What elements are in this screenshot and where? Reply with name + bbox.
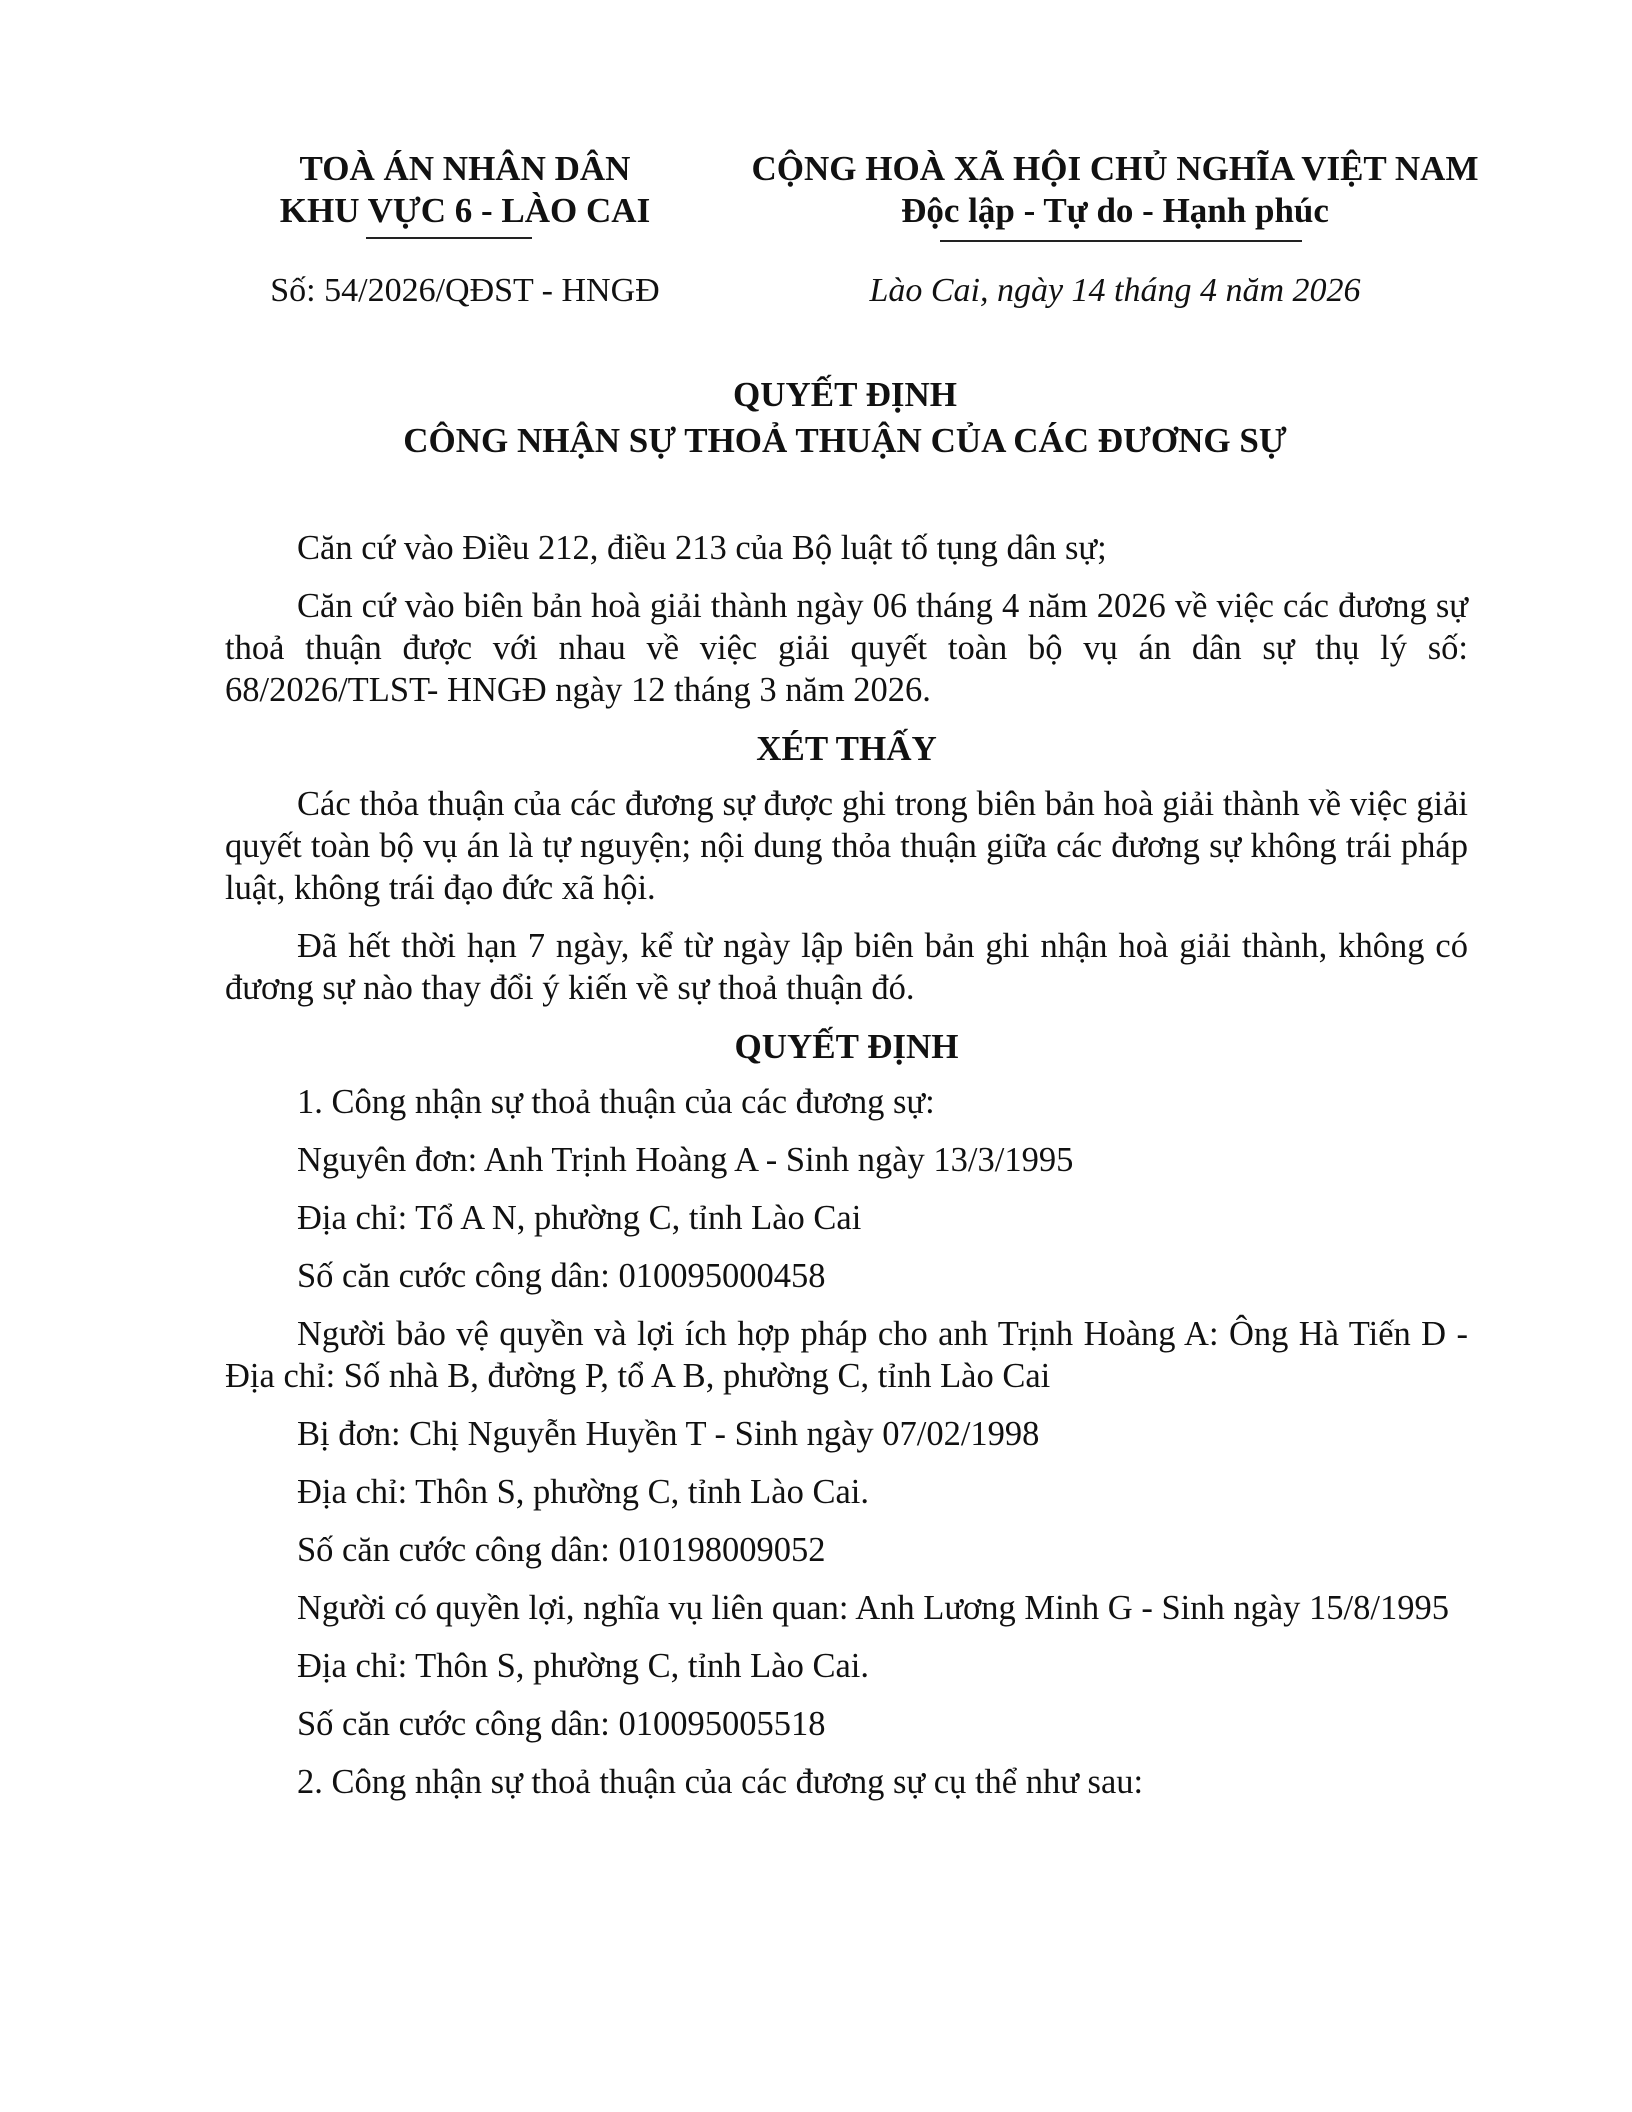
decision-item-1: 1. Công nhận sự thoả thuận của các đương sự: bbox=[297, 1083, 935, 1121]
plaintiff-address: Địa chỉ: Tổ A N, phường C, tỉnh Lào Cai bbox=[297, 1199, 862, 1237]
related-party-info: Người có quyền lợi, nghĩa vụ liên quan: Anh Lương Minh G - Sinh ngày 15/8/1995 bbox=[297, 1589, 1449, 1627]
title-line-2: CÔNG NHẬN SỰ THOẢ THUẬN CỦA CÁC ĐƯƠNG SỰ bbox=[403, 421, 1287, 460]
national-name: CỘNG HOÀ XÃ HỘI CHỦ NGHĨA VIỆT NAM bbox=[751, 149, 1479, 188]
findings-heading: XÉT THẤY bbox=[756, 729, 937, 768]
national-motto-underline bbox=[940, 240, 1302, 242]
legal-basis-2: Căn cứ vào biên bản hoà giải thành ngày 06 tháng 4 năm 2026 về việc các đương sự thoả thuận được với nhau về việc giải quyết toàn bộ vụ án dân sự thụ lý số: 68/2026/TLST- HNGĐ ngày 12 tháng 3 năm 2026. bbox=[225, 587, 1468, 709]
court-header bbox=[235, 148, 695, 232]
legal-basis-1: Căn cứ vào Điều 212, điều 213 của Bộ luật tố tụng dân sự; bbox=[297, 529, 1107, 567]
court-region: KHU VỰC 6 - LÀO CAI bbox=[279, 191, 651, 230]
decision-item-2: 2. Công nhận sự thoả thuận của các đương sự cụ thể như sau: bbox=[297, 1763, 1144, 1801]
court-header-underline bbox=[366, 237, 532, 239]
title-line-1: QUYẾT ĐỊNH bbox=[733, 375, 957, 414]
decision-heading: QUYẾT ĐỊNH bbox=[734, 1027, 959, 1066]
document-title bbox=[225, 372, 1465, 464]
defendant-address: Địa chỉ: Thôn S, phường C, tỉnh Lào Cai. bbox=[297, 1473, 869, 1511]
national-motto: Độc lập - Tự do - Hạnh phúc bbox=[901, 191, 1329, 230]
plaintiff-id-number: Số căn cước công dân: 010095000458 bbox=[297, 1257, 826, 1295]
findings-paragraph-2: Đã hết thời hạn 7 ngày, kể từ ngày lập biên bản ghi nhận hoà giải thành, không có đương sự nào thay đổi ý kiến về sự thoả thuận đó. bbox=[225, 927, 1468, 1007]
document-number: Số: 54/2026/QĐST - HNGĐ bbox=[270, 272, 660, 309]
plaintiff-info: Nguyên đơn: Anh Trịnh Hoàng A - Sinh ngày 13/3/1995 bbox=[297, 1141, 1074, 1179]
document-body bbox=[225, 527, 1468, 1819]
defendant-id-number: Số căn cước công dân: 010198009052 bbox=[297, 1531, 826, 1569]
court-name: TOÀ ÁN NHÂN DÂN bbox=[299, 149, 631, 188]
related-party-address: Địa chỉ: Thôn S, phường C, tỉnh Lào Cai. bbox=[297, 1647, 869, 1685]
place-and-date: Lào Cai, ngày 14 tháng 4 năm 2026 bbox=[869, 272, 1361, 309]
findings-paragraph-1: Các thỏa thuận của các đương sự được ghi trong biên bản hoà giải thành về việc giải quyết toàn bộ vụ án là tự nguyện; nội dung thỏa thuận giữa các đương sự không trái pháp luật, không trái đạo đức xã hội. bbox=[225, 785, 1468, 907]
national-header bbox=[735, 148, 1495, 232]
defendant-info: Bị đơn: Chị Nguyễn Huyền T - Sinh ngày 07/02/1998 bbox=[297, 1415, 1040, 1453]
related-party-id-number: Số căn cước công dân: 010095005518 bbox=[297, 1705, 826, 1743]
legal-protector-info: Người bảo vệ quyền và lợi ích hợp pháp cho anh Trịnh Hoàng A: Ông Hà Tiến D - Địa chỉ: Số nhà B, đường P, tổ A B, phường C, tỉnh Lào Cai bbox=[225, 1315, 1468, 1395]
